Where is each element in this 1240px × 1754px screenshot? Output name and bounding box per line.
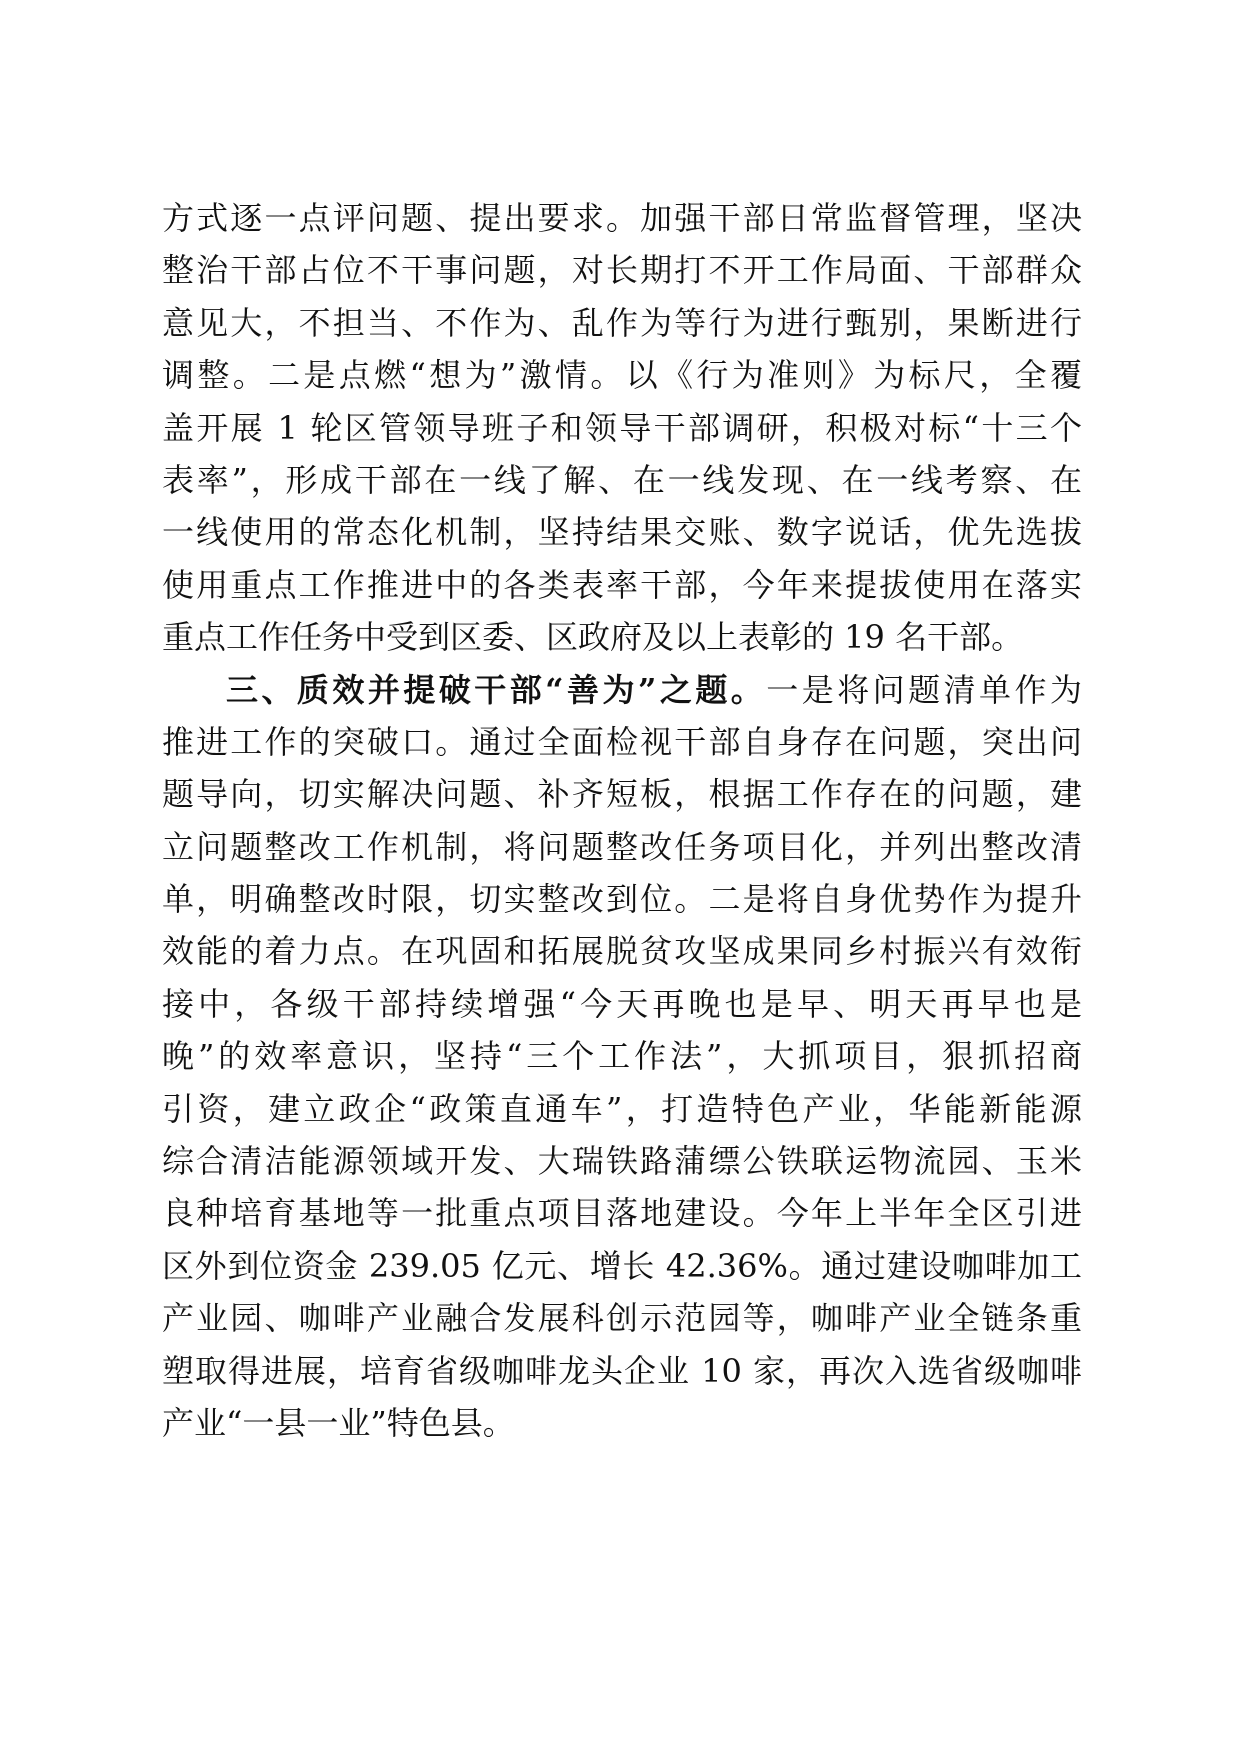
text-line-with-heading [162,664,1082,716]
text-line: 整治干部占位不干事问题，对长期打不开工作局面、干部群众 [162,251,1082,290]
text-line: 重点工作任务中受到区委、区政府及以上表彰的 19 名干部。 [162,618,1024,657]
text-line: 产业“一县一业”特色县。 [162,1403,515,1442]
text-line: 立问题整改工作机制，将问题整改任务项目化，并列出整改清 [162,827,1082,866]
document-page [162,192,1082,1449]
text-line: 意见大，不担当、不作为、乱作为等行为进行甄别，果断进行 [162,303,1082,342]
heading-line-rest: 一是将问题清单作为 [766,670,1082,709]
text-line: 产业园、咖啡产业融合发展科创示范园等，咖啡产业全链条重 [162,1299,1082,1338]
text-line: 一线使用的常态化机制，坚持结果交账、数字说话，优先选拔 [162,513,1082,552]
section-heading: 三、质效并提破干部“善为”之题。 [226,670,767,709]
text-line: 引资，建立政企“政策直通车”，打造特色产业，华能新能源 [162,1089,1082,1128]
text-line: 方式逐一点评问题、提出要求。加强干部日常监督管理，坚决 [162,199,1082,237]
text-line: 综合清洁能源领域开发、大瑞铁路蒲缥公铁联运物流园、玉米 [162,1142,1082,1181]
text-line: 塑取得进展，培育省级咖啡龙头企业 10 家，再次入选省级咖啡 [162,1351,1082,1390]
text-line: 单，明确整改时限，切实整改到位。二是将自身优势作为提升 [162,880,1082,919]
text-line: 区外到位资金 239.05 亿元、增长 42.36%。通过建设咖啡加工 [162,1246,1082,1285]
paragraph-2 [162,664,1082,1450]
text-line: 盖开展 1 轮区管领导班子和领导干部调研，积极对标“十三个 [162,408,1082,447]
text-line: 表率”，形成干部在一线了解、在一线发现、在一线考察、在 [162,460,1082,499]
text-line: 推进工作的突破口。通过全面检视干部自身存在问题，突出问 [162,722,1082,761]
text-line: 效能的着力点。在巩固和拓展脱贫攻坚成果同乡村振兴有效衔 [162,932,1082,971]
text-line: 晚”的效率意识，坚持“三个工作法”，大抓项目，狠抓招商 [162,1037,1082,1076]
paragraph-1 [162,192,1082,664]
text-line: 接中，各级干部持续增强“今天再晚也是早、明天再早也是 [162,984,1082,1023]
text-line: 良种培育基地等一批重点项目落地建设。今年上半年全区引进 [162,1194,1082,1233]
text-line: 使用重点工作推进中的各类表率干部，今年来提拔使用在落实 [162,565,1082,604]
text-line: 题导向，切实解决问题、补齐短板，根据工作存在的问题，建 [162,775,1082,814]
text-line: 调整。二是点燃“想为”激情。以《行为准则》为标尺，全覆 [162,356,1082,395]
